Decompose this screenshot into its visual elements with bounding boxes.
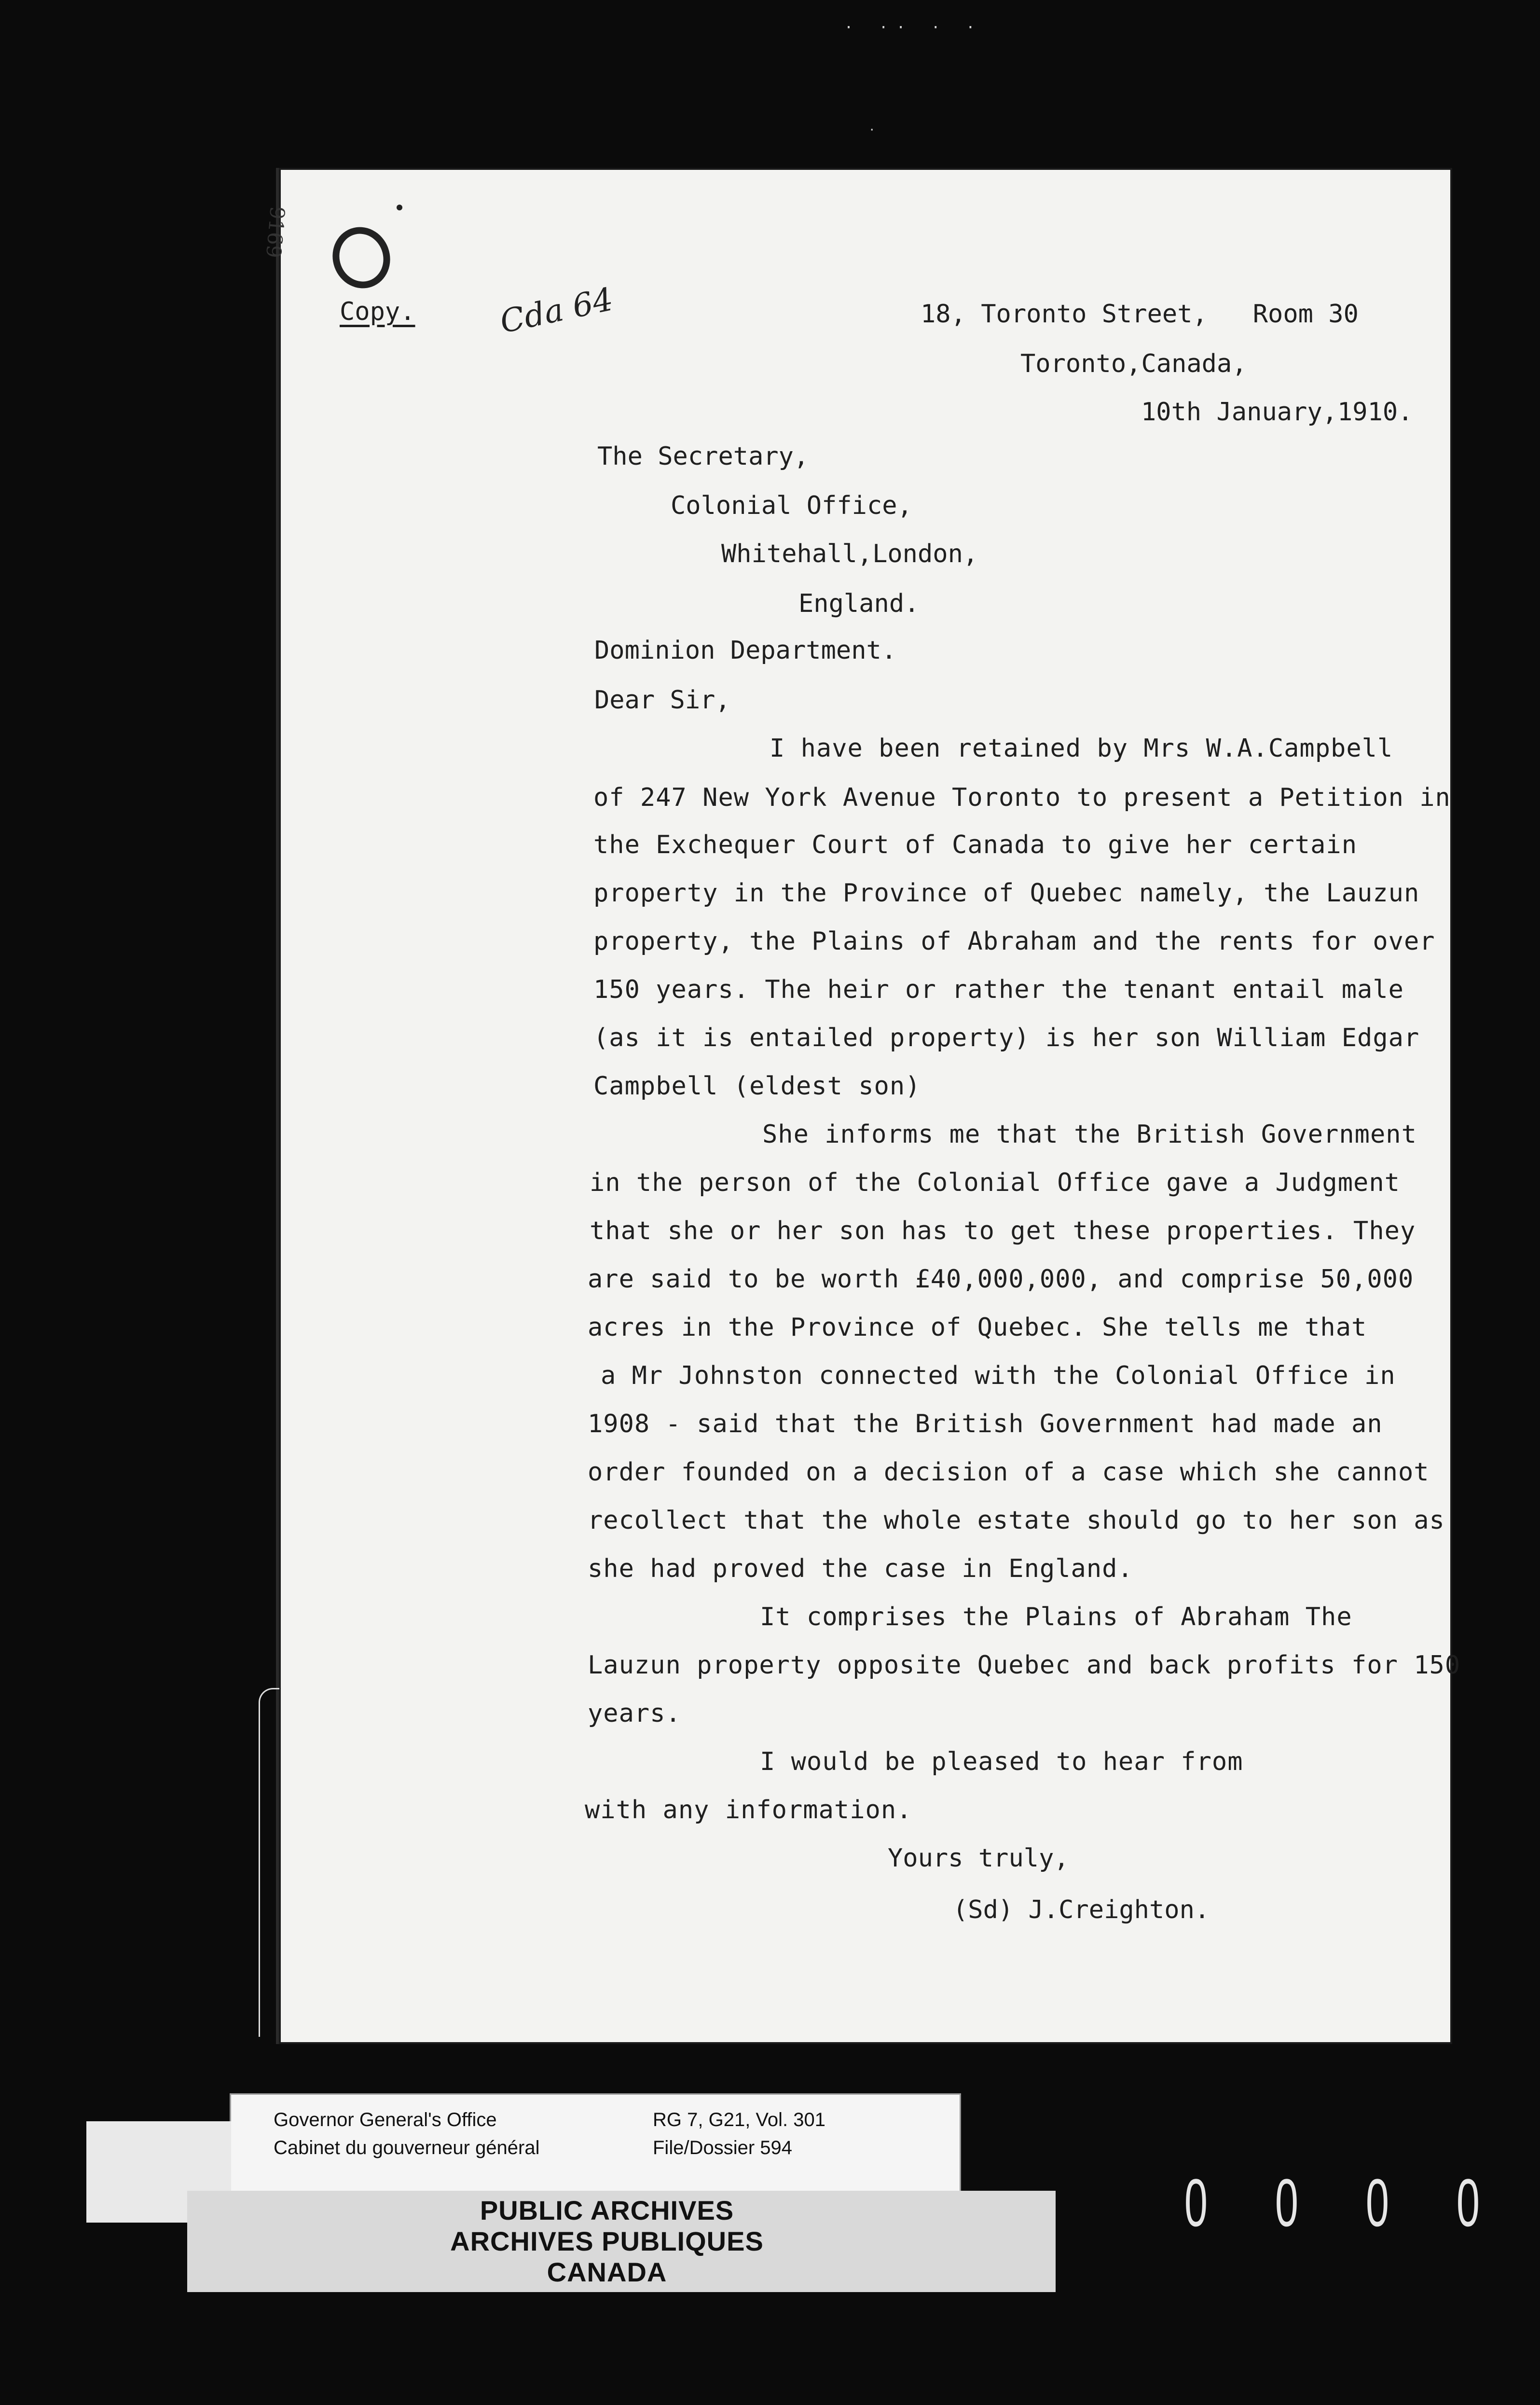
body-line: recollect that the whole estate should go to her son as bbox=[588, 1506, 1445, 1535]
body-line: Campbell (eldest son) bbox=[593, 1072, 921, 1101]
film-specks: · ·· · · bbox=[844, 19, 984, 36]
margin-note: 9169 bbox=[261, 205, 289, 259]
sender-address-line2: Toronto,Canada, bbox=[1020, 349, 1247, 378]
office-name-en: Governor General's Office bbox=[274, 2109, 497, 2130]
body-line: property, the Plains of Abraham and the rents for over bbox=[593, 927, 1435, 956]
recipient-line-3: Whitehall,London, bbox=[721, 539, 978, 568]
stamp-line-3: CANADA bbox=[547, 2257, 667, 2287]
body-line: she had proved the case in England. bbox=[588, 1554, 1133, 1583]
body-line: I would be pleased to hear from bbox=[760, 1747, 1243, 1776]
body-line: (as it is entailed property) is her son William Edgar bbox=[593, 1023, 1420, 1052]
body-line: with any information. bbox=[585, 1796, 912, 1824]
frame-digit: 0 bbox=[1184, 2165, 1208, 2240]
public-archives-stamp bbox=[187, 2191, 1056, 2292]
recipient-line-2: Colonial Office, bbox=[671, 491, 912, 520]
archive-file: File/Dossier 594 bbox=[653, 2137, 793, 2158]
body-line: Lauzun property opposite Quebec and back profits for 150 bbox=[588, 1651, 1461, 1680]
body-line: the Exchequer Court of Canada to give her certain bbox=[593, 830, 1358, 859]
frame-digit: 0 bbox=[1275, 2165, 1298, 2240]
department-line: Dominion Department. bbox=[594, 636, 897, 665]
closing: Yours truly, bbox=[888, 1844, 1069, 1873]
body-line: acres in the Province of Quebec. She tells me that bbox=[588, 1313, 1367, 1342]
body-line: property in the Province of Quebec namely, the Lauzun bbox=[593, 879, 1420, 908]
body-line: 150 years. The heir or rather the tenant entail male bbox=[593, 975, 1404, 1004]
body-line: of 247 New York Avenue Toronto to present a Petition in bbox=[593, 783, 1451, 812]
frame-digit: 0 bbox=[1456, 2165, 1480, 2240]
body-line: years. bbox=[588, 1699, 681, 1728]
stamp-line-2: ARCHIVES PUBLIQUES bbox=[450, 2226, 764, 2256]
body-line: It comprises the Plains of Abraham The bbox=[760, 1603, 1352, 1631]
film-speck: · bbox=[868, 123, 876, 137]
recipient-line-1: The Secretary, bbox=[597, 442, 809, 471]
letter-date: 10th January,1910. bbox=[1141, 398, 1413, 427]
copy-label: Copy. bbox=[340, 297, 415, 326]
archive-reference: RG 7, G21, Vol. 301 bbox=[653, 2109, 825, 2130]
body-line: I have been retained by Mrs W.A.Campbell bbox=[770, 734, 1393, 763]
body-line: 1908 - said that the British Government had made an bbox=[588, 1410, 1383, 1438]
ink-dot bbox=[397, 205, 402, 210]
body-line: that she or her son has to get these properties. They bbox=[590, 1216, 1416, 1245]
body-line: in the person of the Colonial Office gave a Judgment bbox=[590, 1168, 1400, 1197]
body-line: are said to be worth £40,000,000, and comprise 50,000 bbox=[588, 1265, 1414, 1294]
body-line: a Mr Johnston connected with the Colonial Office in bbox=[601, 1361, 1396, 1390]
office-name-fr: Cabinet du gouverneur général bbox=[274, 2137, 540, 2158]
stamp-line-1: PUBLIC ARCHIVES bbox=[480, 2195, 734, 2225]
recipient-line-4: England. bbox=[798, 589, 920, 618]
signature: (Sd) J.Creighton. bbox=[953, 1895, 1210, 1924]
archive-reference-card bbox=[230, 2093, 961, 2194]
frame-digit: 0 bbox=[1365, 2165, 1389, 2240]
body-line: She informs me that the British Government bbox=[762, 1120, 1417, 1149]
sender-address-line1: 18, Toronto Street, Room 30 bbox=[921, 300, 1359, 329]
page-edge-shadow bbox=[259, 1688, 279, 2037]
frame-number-strip bbox=[1177, 2162, 1540, 2244]
handwritten-note: Cda 64 bbox=[496, 280, 617, 341]
salutation: Dear Sir, bbox=[594, 686, 730, 715]
body-line: order founded on a decision of a case which she cannot bbox=[588, 1458, 1430, 1487]
